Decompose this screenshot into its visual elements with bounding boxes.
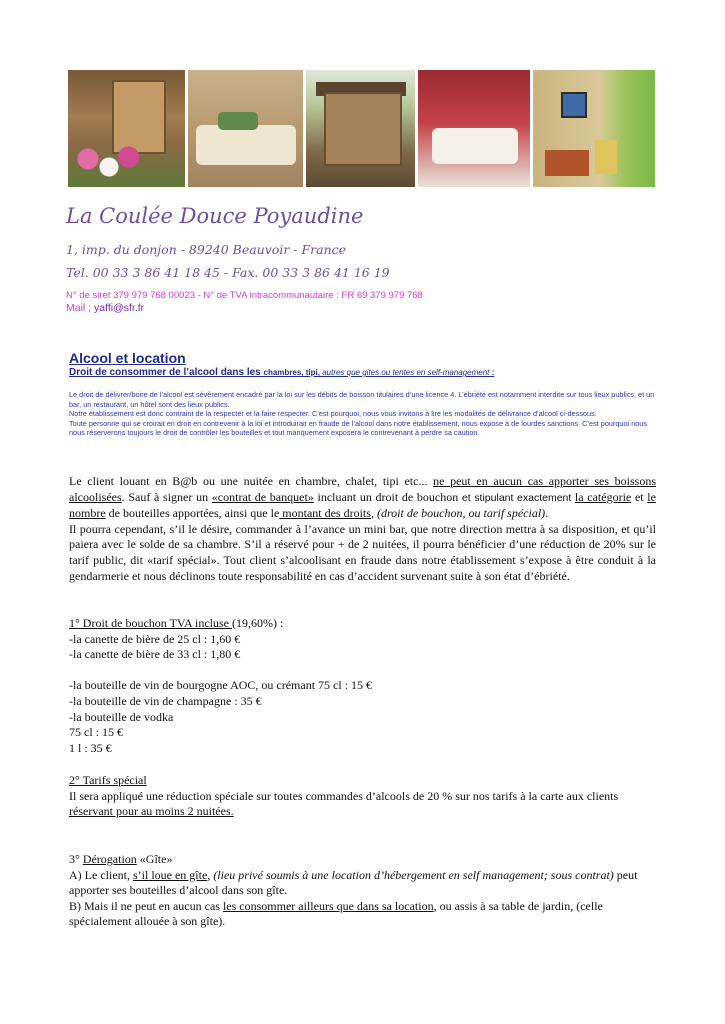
mail-line <box>66 302 144 314</box>
price-line: 75 cl : 15 € <box>69 725 123 740</box>
room-interior-photo <box>533 70 655 187</box>
section-subtitle: Droit de consommer de l’alcool dans les chambres, tipi, autres que gites ou tentes en self-management : <box>69 367 495 378</box>
derogation-a: A) Le client, s’il loue en gîte, (lieu privé soumis à une location d’hébergement en self management; sous contrat) peut apporter ses bouteilles d’alcool dans son gîte. <box>69 867 638 898</box>
bedroom-photo <box>188 70 302 187</box>
price-line: -la canette de bière de 25 cl : 1,60 € <box>69 631 241 646</box>
price-line: -la bouteille de vin de champagne : 35 € <box>69 693 262 708</box>
chalet-exterior-photo <box>68 70 185 187</box>
droit-bouchon-heading: 1° Droit de bouchon TVA incluse (19,60%) : <box>69 616 284 630</box>
intro-block <box>69 474 656 584</box>
price-line: -la bouteille de vodka <box>69 709 174 724</box>
price-line: -la canette de bière de 33 cl : 1,80 € <box>69 647 241 662</box>
warning-paragraph: Toute personne qui se croirait en droit en contrevenir à la loi et introduirait en fraude de l’alcool dans notre établissement, nous expose à de lourdes sanctions. C’est pourquoi nous nous réserverons toujours le droit de contrôler les bouteilles et tout manquement exposera le contrevenant à perdre sa caution. <box>69 418 648 438</box>
tarifs-line: réservant pour au moins 2 nuitées. <box>69 804 234 819</box>
siret-line: N° de siret 379 979 768 00023 - N° de TVA intracommunautaire : FR 69 379 979 768 <box>66 290 423 301</box>
mail-link[interactable]: yaffi@sfr.fr <box>94 302 145 314</box>
business-name: La Coulée Douce Poyaudine <box>66 204 364 228</box>
red-bedroom-photo <box>418 70 529 187</box>
derogation-block <box>69 852 656 930</box>
warning-paragraph: Notre établissement est donc contraint de la respecter et la faire respecter. C’est pourquoi, nous vous invitons à lire les modalités de délivrance d’alcool ci-dessous. <box>69 409 597 419</box>
garden-cabin-photo <box>306 70 415 187</box>
legal-warning <box>69 390 656 438</box>
tarifs-heading: 2° Tarifs spécial <box>69 773 147 787</box>
business-address: 1, imp. du donjon - 89240 Beauvoir - France <box>66 242 347 257</box>
price-line: -la bouteille de vin de bourgogne AOC, ou crémant 75 cl : 15 € <box>69 678 373 693</box>
mail-label: Mail ; <box>66 302 92 314</box>
tel-fax: Tel. 00 33 3 86 41 18 45 - Fax. 00 33 3 86 41 16 19 <box>66 265 390 280</box>
photo-strip <box>68 70 655 187</box>
derogation-b: B) Mais il ne peut en aucun cas les consommer ailleurs que dans sa location, ou assis à sa table de jardin, (celle spécialement allouée à son gîte). <box>69 898 603 929</box>
intro-paragraph: Le client louant en B@b ou une nuitée en chambre, chalet, tipi etc... ne peut en aucun cas apporter ses boissons alcoolisées. Sauf à signer un «contrat de banquet» incluant un droit de bouchon et stipulant exactement la catégorie et le nombre de bouteilles apportées, ainsi que le montant des droits, (droit de bouchon, ou tarif spécial). <box>69 474 656 521</box>
derogation-heading: 3° Dérogation «Gîte» <box>69 852 173 866</box>
tarifs-line: Il sera appliqué une réduction spéciale sur toutes commandes d’alcools de 20 % sur nos tarifs à la carte aux clients <box>69 788 619 803</box>
minibar-paragraph: Il pourra cependant, s’il le désire, commander à l’avance un mini bar, que notre direction mettra à sa disposition, et qu’il paiera avec le solde de sa chambre. S’il a réservé pour + de 2 nuitées, il pourra bénéficier d’une réduction de 20% sur le tarif public, dit «tarif spécial». Tout client s’alcoolisant en fraude dans notre établissement s’expose à être conduit à la gendarmerie et nous déclinons toute responsabilité en cas d’accident survenant suite à son état d’ébriété. <box>69 521 656 583</box>
tarifs-block <box>69 773 656 820</box>
price-line: 1 l : 35 € <box>69 740 112 755</box>
warning-paragraph: Le droit de délivrer/boire de l’alcool est sévèrement encadré par la loi sur les débits de boisson titulaires d’une licence 4. L’ébriété est notamment interdite sur tous lieux publics, et un bar, un restaurant, un hôtel sont des lieux publics. <box>69 390 655 409</box>
droit-bouchon-block <box>69 616 656 756</box>
section-title: Alcool et location <box>69 350 186 366</box>
